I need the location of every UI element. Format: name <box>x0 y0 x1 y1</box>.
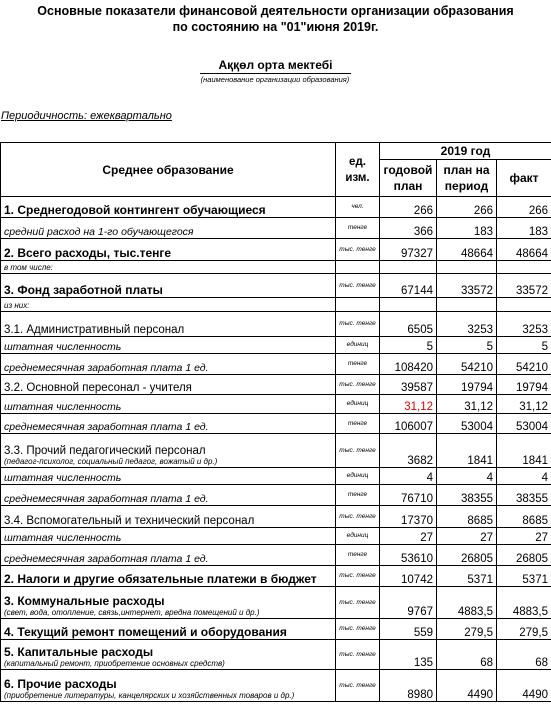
cell-period <box>437 261 497 274</box>
row-name <box>1 468 336 485</box>
row-name <box>1 506 336 528</box>
cell-fact: 48664 <box>497 239 551 261</box>
row-label: 3.4. Вспомогательный и технический персонал <box>4 515 255 527</box>
cell-plan: 559 <box>380 619 437 640</box>
row-unit: чел. <box>336 197 380 218</box>
row-label: 3.1. Административный персонал <box>4 324 185 336</box>
row-name <box>1 274 336 298</box>
col-plan-header: годовой план <box>380 160 437 197</box>
cell-plan: 4 <box>380 468 437 485</box>
row-unit: тыс. тенге <box>336 670 380 702</box>
financial-table <box>0 142 551 702</box>
cell-plan: 39587 <box>380 375 437 395</box>
cell-period: 4490 <box>437 670 497 702</box>
cell-period: 26805 <box>437 545 497 566</box>
row-unit: единиц <box>336 337 380 354</box>
row-label: штатная численность <box>4 401 122 413</box>
cell-fact: 1841 <box>497 434 551 468</box>
cell-plan: 8980 <box>380 670 437 702</box>
table-row <box>1 414 551 434</box>
table-row <box>1 670 551 702</box>
table-row <box>1 239 551 261</box>
col-period-header: план на период <box>437 160 497 197</box>
cell-plan: 17370 <box>380 506 437 528</box>
row-unit: единиц <box>336 468 380 485</box>
row-sublabel: (свет, вода, отопление, связь,интернет, вредна помещений и др.) <box>4 608 260 617</box>
cell-fact: 27 <box>497 528 551 545</box>
table-row <box>1 354 551 375</box>
cell-period: 1841 <box>437 434 497 468</box>
row-label: среднемесячная заработная плата 1 ед. <box>4 493 209 505</box>
row-name <box>1 354 336 375</box>
cell-period: 4 <box>437 468 497 485</box>
row-name <box>1 619 336 640</box>
row-label: 2. Налоги и другие обязательные платежи в бюджет <box>4 572 317 586</box>
row-unit: тыс. тенге <box>336 239 380 261</box>
cell-fact: 5 <box>497 337 551 354</box>
cell-plan <box>380 261 437 274</box>
org-name: Аққөл орта мектебі <box>218 58 333 72</box>
row-unit: тенге <box>336 485 380 506</box>
row-name <box>1 485 336 506</box>
cell-fact: 19794 <box>497 375 551 395</box>
row-name <box>1 587 336 619</box>
row-unit: тыс. тенге <box>336 566 380 587</box>
row-label: 2. Всего расходы, тыс.тенге <box>4 246 172 260</box>
row-label: среднемесячная заработная плата 1 ед. <box>4 553 209 565</box>
col-name-header: Среднее образование <box>1 143 336 197</box>
row-name <box>1 197 336 218</box>
cell-fact: 53004 <box>497 414 551 434</box>
row-name <box>1 261 336 274</box>
periodicity: Периодичность: ежеквартально <box>1 110 172 122</box>
cell-period: 3253 <box>437 312 497 337</box>
cell-period: 4883,5 <box>437 587 497 619</box>
cell-fact: 4883,5 <box>497 587 551 619</box>
cell-plan: 76710 <box>380 485 437 506</box>
cell-plan: 135 <box>380 640 437 670</box>
org-caption: (наименование организации образования) <box>200 75 350 84</box>
table-row <box>1 640 551 670</box>
row-unit: тенге <box>336 354 380 375</box>
row-label: среднемесячная заработная плата 1 ед. <box>4 421 209 433</box>
cell-plan: 9767 <box>380 587 437 619</box>
cell-plan: 3682 <box>380 434 437 468</box>
row-unit: тыс. тенге <box>336 640 380 670</box>
cell-plan: 67144 <box>380 274 437 298</box>
report-title: Основные показатели финансовой деятельности организации образования <box>37 4 514 18</box>
cell-fact: 3253 <box>497 312 551 337</box>
row-unit: тыс. тенге <box>336 434 380 468</box>
cell-period: 33572 <box>437 274 497 298</box>
cell-fact <box>497 261 551 274</box>
cell-period: 48664 <box>437 239 497 261</box>
row-unit: тыс. тенге <box>336 587 380 619</box>
cell-plan <box>380 298 437 312</box>
row-sublabel: (капитальный ремонт, приобретение основных средств) <box>4 659 225 668</box>
cell-plan: 97327 <box>380 239 437 261</box>
row-label: 1. Среднегодовой контингент обучающиеся <box>4 203 266 217</box>
row-unit: тыс. тенге <box>336 312 380 337</box>
table-row <box>1 468 551 485</box>
row-label: среднемесячная заработная плата 1 ед. <box>4 362 209 374</box>
row-unit: тыс. тенге <box>336 619 380 640</box>
row-name <box>1 434 336 468</box>
table-row <box>1 587 551 619</box>
row-name <box>1 337 336 354</box>
cell-plan: 6505 <box>380 312 437 337</box>
col-year-header: 2019 год <box>380 143 551 160</box>
cell-period: 279,5 <box>437 619 497 640</box>
row-label: 5. Капитальные расходы <box>4 645 154 659</box>
col-fact-header: факт <box>497 160 551 197</box>
table-row <box>1 274 551 298</box>
row-unit: единиц <box>336 528 380 545</box>
table-row <box>1 619 551 640</box>
table-row <box>1 261 551 274</box>
cell-plan: 5 <box>380 337 437 354</box>
row-unit: единиц <box>336 395 380 414</box>
table-row <box>1 485 551 506</box>
row-sublabel: (приобретение литературы, канцелярских и хозяйственных товаров и др.) <box>4 691 295 700</box>
cell-period: 68 <box>437 640 497 670</box>
row-label: 6. Прочие расходы <box>4 677 117 691</box>
row-name <box>1 640 336 670</box>
row-label: средний расход на 1-го обучающегося <box>4 226 194 238</box>
cell-period: 5 <box>437 337 497 354</box>
cell-fact: 279,5 <box>497 619 551 640</box>
cell-period: 38355 <box>437 485 497 506</box>
row-unit: тенге <box>336 414 380 434</box>
cell-period: 266 <box>437 197 497 218</box>
row-unit <box>336 298 380 312</box>
table-row <box>1 434 551 468</box>
cell-period: 31,12 <box>437 395 497 414</box>
cell-plan: 266 <box>380 197 437 218</box>
cell-period: 8685 <box>437 506 497 528</box>
cell-fact <box>497 298 551 312</box>
cell-period: 53004 <box>437 414 497 434</box>
row-label: 3.3. Прочий педагогический персонал <box>4 445 206 457</box>
cell-fact: 26805 <box>497 545 551 566</box>
row-label: штатная численность <box>4 532 122 544</box>
table-row <box>1 298 551 312</box>
row-unit <box>336 261 380 274</box>
cell-fact: 4 <box>497 468 551 485</box>
table-row <box>1 197 551 218</box>
row-name <box>1 566 336 587</box>
cell-fact: 183 <box>497 218 551 239</box>
cell-period: 5371 <box>437 566 497 587</box>
cell-period: 54210 <box>437 354 497 375</box>
row-unit: тыс. тенге <box>336 375 380 395</box>
row-name <box>1 670 336 702</box>
row-label: в том числе: <box>4 263 53 272</box>
cell-plan: 106007 <box>380 414 437 434</box>
table-row <box>1 545 551 566</box>
cell-period <box>437 298 497 312</box>
table-row <box>1 395 551 414</box>
row-label: штатная численность <box>4 472 122 484</box>
cell-plan: 108420 <box>380 354 437 375</box>
row-label: 4. Текущий ремонт помещений и оборудования <box>4 625 287 639</box>
cell-fact: 33572 <box>497 274 551 298</box>
cell-fact: 5371 <box>497 566 551 587</box>
row-unit: тыс. тенге <box>336 274 380 298</box>
row-label: штатная численность <box>4 341 122 353</box>
table-row <box>1 528 551 545</box>
row-name <box>1 239 336 261</box>
row-name <box>1 545 336 566</box>
table-row <box>1 375 551 395</box>
cell-plan: 31,12 <box>380 395 437 414</box>
row-unit: тенге <box>336 218 380 239</box>
cell-plan: 10742 <box>380 566 437 587</box>
row-name <box>1 298 336 312</box>
cell-fact: 266 <box>497 197 551 218</box>
cell-fact: 54210 <box>497 354 551 375</box>
report-subtitle: по состоянию на "01"июня 2019г. <box>172 20 379 34</box>
row-label: из них: <box>4 301 30 310</box>
row-name <box>1 218 336 239</box>
cell-plan: 53610 <box>380 545 437 566</box>
cell-period: 19794 <box>437 375 497 395</box>
row-label: 3.2. Основной пересонал - учителя <box>4 382 192 394</box>
cell-fact: 68 <box>497 640 551 670</box>
cell-period: 27 <box>437 528 497 545</box>
row-name <box>1 312 336 337</box>
row-label: 3. Фонд заработной платы <box>4 283 163 297</box>
cell-fact: 38355 <box>497 485 551 506</box>
table-row <box>1 218 551 239</box>
row-unit: тенге <box>336 545 380 566</box>
row-name <box>1 375 336 395</box>
cell-plan: 27 <box>380 528 437 545</box>
cell-fact: 8685 <box>497 506 551 528</box>
row-label: 3. Коммунальные расходы <box>4 594 165 608</box>
table-row <box>1 312 551 337</box>
row-name <box>1 528 336 545</box>
org-underline <box>200 73 351 74</box>
cell-fact: 31,12 <box>497 395 551 414</box>
cell-period: 183 <box>437 218 497 239</box>
row-name <box>1 395 336 414</box>
table-row <box>1 337 551 354</box>
table-row <box>1 566 551 587</box>
row-unit: тыс. тенге <box>336 506 380 528</box>
row-name <box>1 414 336 434</box>
cell-plan: 366 <box>380 218 437 239</box>
cell-fact: 4490 <box>497 670 551 702</box>
col-unit-header: ед. изм. <box>336 143 380 197</box>
table-row <box>1 506 551 528</box>
row-sublabel: (педагог-психолог, социальный педагог, вожатый и др.) <box>4 457 218 466</box>
